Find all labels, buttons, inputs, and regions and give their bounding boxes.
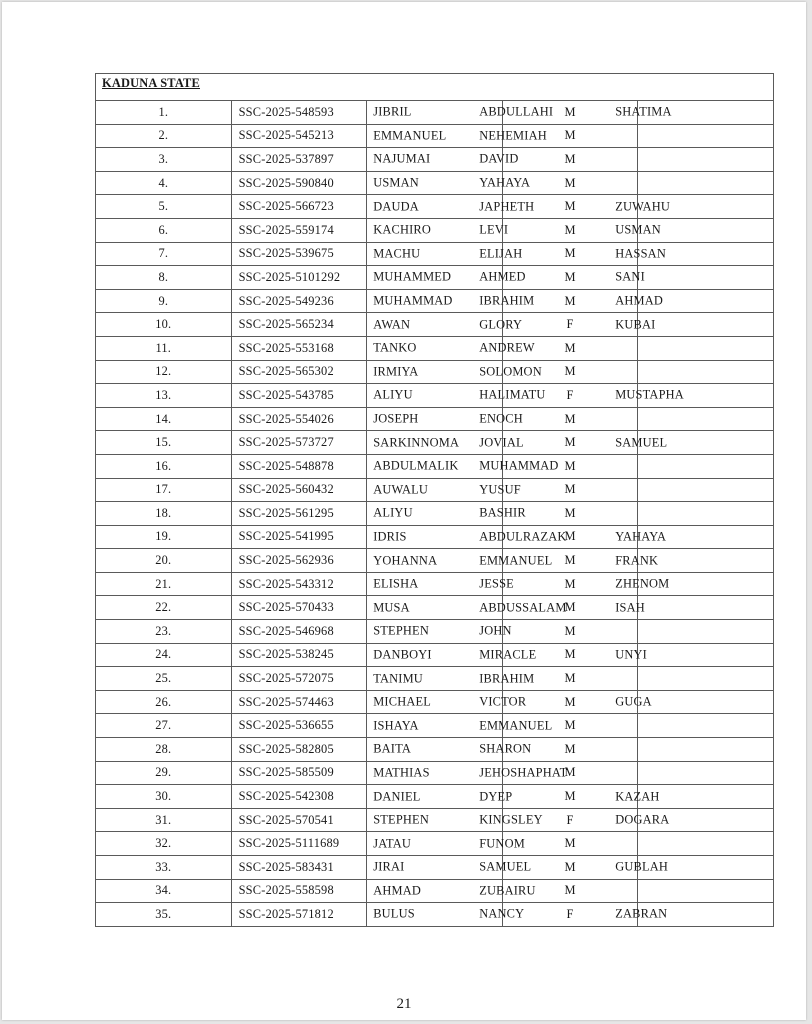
middle-name: HASSAN	[615, 246, 666, 261]
candidate-id: SSC-2025-545213	[231, 124, 367, 148]
middle-name: SAMUEL	[615, 435, 668, 450]
candidate-name-cell	[367, 101, 672, 125]
candidate-name-cell	[367, 289, 663, 313]
first-name: ELIJAH	[479, 246, 523, 261]
serial-number: 3.	[96, 148, 232, 172]
candidate-name-cell	[367, 502, 526, 526]
candidate-name-cell	[367, 761, 568, 785]
first-name: ANDREW	[479, 340, 535, 355]
table-row	[96, 761, 774, 785]
serial-number: 18.	[96, 502, 232, 526]
first-name: IBRAHIM	[479, 293, 535, 308]
first-name: JOVIAL	[479, 435, 524, 450]
sex: F	[502, 903, 638, 927]
sex: M	[502, 785, 638, 809]
candidate-name-cell	[367, 856, 669, 880]
table-row	[96, 549, 774, 573]
surname: KACHIRO	[373, 222, 432, 237]
table-row	[96, 148, 774, 172]
candidate-name-cell	[367, 785, 660, 809]
first-name: EMMANUEL	[479, 718, 553, 733]
serial-number: 16.	[96, 454, 232, 478]
serial-number: 19.	[96, 525, 232, 549]
blank-cell	[638, 832, 774, 856]
sex: M	[502, 148, 638, 172]
candidate-name-cell	[367, 336, 535, 360]
blank-cell	[638, 148, 774, 172]
candidate-name-cell	[367, 478, 521, 502]
serial-number: 8.	[96, 266, 232, 290]
serial-number: 7.	[96, 242, 232, 266]
first-name: BASHIR	[479, 505, 526, 520]
surname: AUWALU	[373, 482, 429, 497]
first-name: HALIMATU	[479, 387, 546, 402]
candidate-name-cell	[367, 832, 525, 856]
sex: M	[502, 549, 638, 573]
table-row	[96, 218, 774, 242]
table-row	[96, 903, 774, 927]
middle-name: DOGARA	[615, 812, 670, 827]
surname: BULUS	[373, 906, 415, 921]
surname: MUHAMMED	[373, 269, 452, 284]
first-name: VICTOR	[479, 694, 527, 709]
sex: M	[502, 171, 638, 195]
candidate-id: SSC-2025-553168	[231, 336, 367, 360]
table-row	[96, 478, 774, 502]
surname: IDRIS	[373, 529, 407, 544]
candidate-table	[95, 73, 774, 927]
blank-cell	[638, 738, 774, 762]
middle-name: SANI	[615, 269, 645, 284]
middle-name: YAHAYA	[615, 529, 667, 544]
candidate-id: SSC-2025-590840	[231, 171, 367, 195]
first-name: GLORY	[479, 317, 523, 332]
surname: DAUDA	[373, 199, 419, 214]
serial-number: 31.	[96, 808, 232, 832]
first-name: LEVI	[479, 222, 509, 237]
first-name: ABDULLAHI	[479, 104, 554, 119]
sex: M	[502, 738, 638, 762]
candidate-name-cell	[367, 431, 668, 455]
candidate-name-cell	[367, 525, 667, 549]
first-name: ZUBAIRU	[479, 883, 536, 898]
candidate-id: SSC-2025-5101292	[231, 266, 367, 290]
surname: DANBOYI	[373, 647, 432, 662]
candidate-name-cell	[367, 384, 684, 408]
surname: ELISHA	[373, 576, 419, 591]
section-title: KADUNA STATE	[96, 74, 774, 101]
candidate-id: SSC-2025-558598	[231, 879, 367, 903]
blank-cell	[638, 690, 774, 714]
first-name: ABDUSSALAM	[479, 600, 567, 615]
sex: M	[502, 454, 638, 478]
first-name: SAMUEL	[479, 859, 532, 874]
candidate-name-cell	[367, 454, 559, 478]
surname: JIRAI	[373, 859, 405, 874]
sex: M	[502, 690, 638, 714]
blank-cell	[638, 360, 774, 384]
surname: JATAU	[373, 836, 412, 851]
serial-number: 6.	[96, 218, 232, 242]
table-row	[96, 195, 774, 219]
table-row	[96, 808, 774, 832]
section-header-row	[96, 74, 774, 101]
table-row	[96, 643, 774, 667]
surname: DANIEL	[373, 789, 421, 804]
table-row	[96, 384, 774, 408]
table-row	[96, 879, 774, 903]
first-name: JEHOSHAPHAT	[479, 765, 568, 780]
serial-number: 5.	[96, 195, 232, 219]
candidate-name-cell	[367, 360, 542, 384]
candidate-name-cell	[367, 667, 535, 691]
sex: F	[502, 313, 638, 337]
sex: M	[502, 832, 638, 856]
serial-number: 20.	[96, 549, 232, 573]
first-name: DYEP	[479, 789, 513, 804]
candidate-id: SSC-2025-566723	[231, 195, 367, 219]
blank-cell	[638, 478, 774, 502]
table-row	[96, 266, 774, 290]
candidate-id: SSC-2025-543785	[231, 384, 367, 408]
table-row	[96, 832, 774, 856]
blank-cell	[638, 714, 774, 738]
candidate-name-cell	[367, 596, 645, 620]
serial-number: 34.	[96, 879, 232, 903]
table-row	[96, 431, 774, 455]
first-name: NANCY	[479, 906, 525, 921]
serial-number: 25.	[96, 667, 232, 691]
sex: M	[502, 596, 638, 620]
candidate-name-cell	[367, 714, 553, 738]
candidate-id: SSC-2025-538245	[231, 643, 367, 667]
first-name: KINGSLEY	[479, 812, 543, 827]
candidate-id: SSC-2025-561295	[231, 502, 367, 526]
first-name: DAVID	[479, 151, 519, 166]
first-name: ABDULRAZAK	[479, 529, 567, 544]
sex: M	[502, 643, 638, 667]
surname: TANKO	[373, 340, 417, 355]
first-name: EMMANUEL	[479, 553, 553, 568]
candidate-name-cell	[367, 572, 670, 596]
blank-cell	[638, 596, 774, 620]
candidate-name-cell	[367, 620, 512, 644]
table-row	[96, 242, 774, 266]
candidate-name-cell	[367, 549, 659, 573]
document-page	[2, 2, 806, 1020]
sex: M	[502, 620, 638, 644]
serial-number: 29.	[96, 761, 232, 785]
candidate-name-cell	[367, 879, 536, 903]
table-row	[96, 101, 774, 125]
page-number: 21	[396, 996, 412, 1012]
first-name: ENOCH	[479, 411, 523, 426]
table-row	[96, 336, 774, 360]
sex: M	[502, 266, 638, 290]
sex: F	[502, 808, 638, 832]
surname: MUHAMMAD	[373, 293, 453, 308]
sex: M	[502, 242, 638, 266]
candidate-id: SSC-2025-548593	[231, 101, 367, 125]
surname: SARKINNOMA	[373, 435, 460, 450]
candidate-id: SSC-2025-559174	[231, 218, 367, 242]
middle-name: KUBAI	[615, 317, 656, 332]
sex: M	[502, 336, 638, 360]
blank-cell	[638, 761, 774, 785]
first-name: JOHN	[479, 623, 512, 638]
middle-name: MUSTAPHA	[615, 387, 684, 402]
candidate-name-cell	[367, 171, 531, 195]
surname: AWAN	[373, 317, 411, 332]
sex: F	[502, 384, 638, 408]
serial-number: 26.	[96, 690, 232, 714]
surname: YOHANNA	[373, 553, 438, 568]
table-row	[96, 714, 774, 738]
sex: M	[502, 124, 638, 148]
sex: M	[502, 879, 638, 903]
sex: M	[502, 218, 638, 242]
serial-number: 21.	[96, 572, 232, 596]
serial-number: 2.	[96, 124, 232, 148]
table-row	[96, 620, 774, 644]
sex: M	[502, 761, 638, 785]
surname: AHMAD	[373, 883, 421, 898]
table-row	[96, 407, 774, 431]
candidate-id: SSC-2025-565302	[231, 360, 367, 384]
table-row	[96, 690, 774, 714]
sex: M	[502, 502, 638, 526]
table-row	[96, 502, 774, 526]
middle-name: AHMAD	[615, 293, 663, 308]
blank-cell	[638, 336, 774, 360]
serial-number: 15.	[96, 431, 232, 455]
serial-number: 1.	[96, 101, 232, 125]
surname: EMMANUEL	[373, 128, 447, 143]
surname: ABDULMALIK	[373, 458, 459, 473]
candidate-name-cell	[367, 266, 645, 290]
surname: BAITA	[373, 741, 412, 756]
candidate-id: SSC-2025-571812	[231, 903, 367, 927]
candidate-id: SSC-2025-583431	[231, 856, 367, 880]
first-name: YUSUF	[479, 482, 521, 497]
serial-number: 28.	[96, 738, 232, 762]
serial-number: 33.	[96, 856, 232, 880]
candidate-table-body	[96, 74, 774, 927]
candidate-name-cell	[367, 738, 532, 762]
middle-name: USMAN	[615, 222, 661, 237]
serial-number: 4.	[96, 171, 232, 195]
candidate-id: SSC-2025-549236	[231, 289, 367, 313]
candidate-id: SSC-2025-542308	[231, 785, 367, 809]
first-name: SHARON	[479, 741, 532, 756]
first-name: NEHEMIAH	[479, 128, 547, 143]
candidate-id: SSC-2025-546968	[231, 620, 367, 644]
surname: MUSA	[373, 600, 410, 615]
surname: ISHAYA	[373, 718, 419, 733]
serial-number: 10.	[96, 313, 232, 337]
blank-cell	[638, 620, 774, 644]
surname: TANIMU	[373, 671, 423, 686]
first-name: MUHAMMAD	[479, 458, 559, 473]
middle-name: SHATIMA	[615, 104, 672, 119]
blank-cell	[638, 549, 774, 573]
candidate-id: SSC-2025-570541	[231, 808, 367, 832]
serial-number: 30.	[96, 785, 232, 809]
sex: M	[502, 407, 638, 431]
blank-cell	[638, 454, 774, 478]
first-name: FUNOM	[479, 836, 525, 851]
surname: STEPHEN	[373, 623, 429, 638]
middle-name: ZHENOM	[615, 576, 670, 591]
first-name: YAHAYA	[479, 175, 531, 190]
first-name: SOLOMON	[479, 364, 542, 379]
candidate-id: SSC-2025-585509	[231, 761, 367, 785]
surname: USMAN	[373, 175, 419, 190]
first-name: IBRAHIM	[479, 671, 535, 686]
candidate-name-cell	[367, 903, 668, 927]
candidate-name-cell	[367, 124, 547, 148]
serial-number: 9.	[96, 289, 232, 313]
middle-name: UNYI	[615, 647, 647, 662]
candidate-id: SSC-2025-572075	[231, 667, 367, 691]
surname: JIBRIL	[373, 104, 412, 119]
sex: M	[502, 714, 638, 738]
candidate-name-cell	[367, 808, 670, 832]
candidate-id: SSC-2025-582805	[231, 738, 367, 762]
sex: M	[502, 289, 638, 313]
blank-cell	[638, 643, 774, 667]
sex: M	[502, 360, 638, 384]
middle-name: ZUWAHU	[615, 199, 671, 214]
candidate-id: SSC-2025-570433	[231, 596, 367, 620]
candidate-id: SSC-2025-573727	[231, 431, 367, 455]
table-row	[96, 667, 774, 691]
candidate-id: SSC-2025-562936	[231, 549, 367, 573]
surname: JOSEPH	[373, 411, 419, 426]
candidate-name-cell	[367, 690, 652, 714]
candidate-name-cell	[367, 643, 647, 667]
candidate-name-cell	[367, 313, 656, 337]
serial-number: 11.	[96, 336, 232, 360]
surname: MATHIAS	[373, 765, 430, 780]
blank-cell	[638, 407, 774, 431]
table-row	[96, 124, 774, 148]
candidate-name-cell	[367, 195, 671, 219]
middle-name: GUBLAH	[615, 859, 669, 874]
first-name: JAPHETH	[479, 199, 535, 214]
blank-cell	[638, 171, 774, 195]
candidate-id: SSC-2025-536655	[231, 714, 367, 738]
sex: M	[502, 525, 638, 549]
surname: NAJUMAI	[373, 151, 431, 166]
serial-number: 14.	[96, 407, 232, 431]
surname: STEPHEN	[373, 812, 429, 827]
blank-cell	[638, 667, 774, 691]
candidate-id: SSC-2025-560432	[231, 478, 367, 502]
table-row	[96, 313, 774, 337]
middle-name: FRANK	[615, 553, 659, 568]
table-row	[96, 289, 774, 313]
table-row	[96, 785, 774, 809]
serial-number: 27.	[96, 714, 232, 738]
candidate-id: SSC-2025-539675	[231, 242, 367, 266]
table-row	[96, 454, 774, 478]
serial-number: 23.	[96, 620, 232, 644]
candidate-id: SSC-2025-5111689	[231, 832, 367, 856]
surname: ALIYU	[373, 387, 413, 402]
candidate-id: SSC-2025-541995	[231, 525, 367, 549]
sex: M	[502, 478, 638, 502]
sex: M	[502, 431, 638, 455]
candidate-name-cell	[367, 148, 519, 172]
serial-number: 12.	[96, 360, 232, 384]
serial-number: 24.	[96, 643, 232, 667]
blank-cell	[638, 313, 774, 337]
table-row	[96, 738, 774, 762]
serial-number: 32.	[96, 832, 232, 856]
serial-number: 35.	[96, 903, 232, 927]
serial-number: 17.	[96, 478, 232, 502]
table-row	[96, 525, 774, 549]
first-name: JESSE	[479, 576, 514, 591]
sex: M	[502, 572, 638, 596]
table-row	[96, 596, 774, 620]
middle-name: GUGA	[615, 694, 652, 709]
blank-cell	[638, 266, 774, 290]
candidate-id: SSC-2025-574463	[231, 690, 367, 714]
sex: M	[502, 195, 638, 219]
blank-cell	[638, 502, 774, 526]
candidate-name-cell	[367, 407, 523, 431]
serial-number: 22.	[96, 596, 232, 620]
middle-name: KAZAH	[615, 789, 660, 804]
surname: MICHAEL	[373, 694, 432, 709]
surname: ALIYU	[373, 505, 413, 520]
candidate-id: SSC-2025-554026	[231, 407, 367, 431]
candidate-id: SSC-2025-565234	[231, 313, 367, 337]
candidate-id: SSC-2025-548878	[231, 454, 367, 478]
first-name: MIRACLE	[479, 647, 537, 662]
table-row	[96, 360, 774, 384]
table-row	[96, 572, 774, 596]
table-row	[96, 171, 774, 195]
blank-cell	[638, 124, 774, 148]
middle-name: ZABRAN	[615, 906, 668, 921]
candidate-name-cell	[367, 242, 666, 266]
candidate-id: SSC-2025-543312	[231, 572, 367, 596]
sex: M	[502, 101, 638, 125]
surname: MACHU	[373, 246, 421, 261]
sex: M	[502, 667, 638, 691]
surname: IRMIYA	[373, 364, 419, 379]
first-name: AHMED	[479, 269, 526, 284]
serial-number: 13.	[96, 384, 232, 408]
blank-cell	[638, 879, 774, 903]
candidate-name-cell	[367, 218, 661, 242]
candidate-id: SSC-2025-537897	[231, 148, 367, 172]
sex: M	[502, 856, 638, 880]
table-row	[96, 856, 774, 880]
middle-name: ISAH	[615, 600, 645, 615]
